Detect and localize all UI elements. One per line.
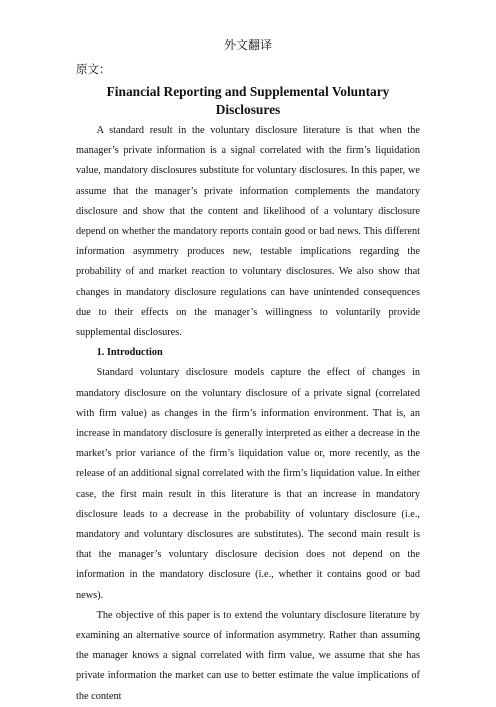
abstract-paragraph: A standard result in the voluntary disclosure literature is that when the manager’s private information is a signal correlated with the firm’s liquidation value, mandatory disclosures substitute for voluntary disclosures. In this paper, we assume that the manager’s private information complements the mandatory disclosure and show that the content and likelihood of a voluntary disclosure depend on whether the mandatory reports contain good or bad news. This different information asymmetry produces new, testable implications regarding the probability of and market reaction to voluntary disclosures. We also show that changes in mandatory disclosure regulations can have unintended consequences due to their effects on the manager’s willingness to voluntarily provide supplemental disclosures.: [76, 125, 420, 339]
original-text-label: 原文：: [76, 62, 111, 76]
section-heading-introduction: 1. Introduction: [96, 347, 163, 359]
paper-title: Financial Reporting and Supplemental Voluntary Disclosures: [106, 84, 390, 117]
document-label: 外文翻译: [223, 38, 272, 52]
intro-paragraph-2: The objective of this paper is to extend the voluntary disclosure literature by examining an alternative source of information asymmetry. Rather than assuming the manager knows a signal correlated with firm value, we assume that she has private information the market can use to better estimate the value implications of the content: [76, 609, 420, 702]
intro-paragraph-1: Standard voluntary disclosure models capture the effect of changes in mandatory disclosure on the voluntary disclosure of a private signal (correlated with firm value) as changes in the firm’s information environment. That is, an increase in mandatory disclosure is generally interpreted as either a decrease in the market’s prior variance of the firm’s liquidation value or, more recently, as the release of an additional signal correlated with the firm’s liquidation value. In either case, the first main result in this literature is that an increase in mandatory disclosure leads to a decrease in the probability of voluntary disclosure (i.e., mandatory and voluntary disclosures are substitutes). The second main result is that the manager’s voluntary disclosure decision does not depend on the information in the mandatory disclosure (i.e., whether it contains good or bad news).: [76, 367, 420, 601]
